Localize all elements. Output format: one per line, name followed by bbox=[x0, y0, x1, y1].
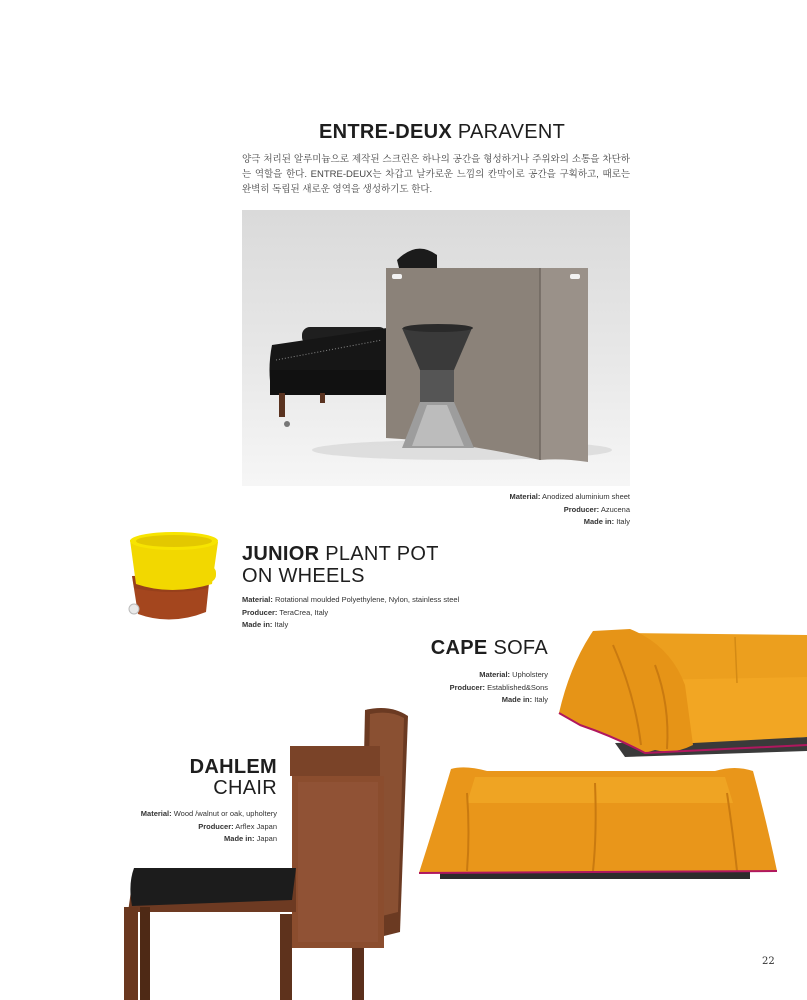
junior-made-row bbox=[242, 619, 459, 632]
junior-title-light-1: PLANT POT bbox=[325, 543, 439, 565]
junior-title bbox=[242, 543, 439, 587]
entre-deux-producer: Azucena bbox=[600, 504, 630, 514]
junior-plant-pot-image bbox=[126, 526, 222, 626]
material-label: Material: bbox=[509, 492, 541, 501]
cape-material-row bbox=[450, 669, 548, 682]
producer-label: Producer: bbox=[449, 682, 486, 692]
cape-sofa-image bbox=[415, 763, 781, 883]
entre-deux-made: Italy bbox=[616, 517, 630, 526]
cape-sofa-corner-image bbox=[555, 625, 807, 760]
junior-title-light-2: ON WHEELS bbox=[242, 565, 365, 587]
cape-material: Upholstery bbox=[512, 670, 548, 679]
dahlem-made: Japan bbox=[256, 834, 277, 843]
cape-title-light: SOFA bbox=[493, 637, 548, 659]
cape-made-row bbox=[450, 694, 548, 707]
entre-deux-title-bold: ENTRE-DEUX bbox=[319, 121, 453, 143]
cape-title bbox=[431, 637, 548, 660]
junior-made: Italy bbox=[274, 620, 289, 629]
entre-deux-photo bbox=[242, 210, 630, 486]
producer-label: Producer: bbox=[563, 504, 600, 514]
dahlem-producer: Arflex Japan bbox=[235, 821, 277, 831]
cape-producer-row bbox=[450, 682, 548, 695]
entre-deux-specs bbox=[510, 491, 630, 529]
page-number: 22 bbox=[762, 956, 775, 967]
entre-deux-title bbox=[319, 121, 565, 144]
material-label: Material: bbox=[140, 809, 172, 818]
cape-title-bold: CAPE bbox=[430, 637, 488, 659]
paravent-scene-illustration bbox=[242, 210, 630, 486]
junior-producer-row bbox=[242, 607, 459, 620]
made-in-label: Made in: bbox=[242, 620, 273, 629]
entre-deux-description: 양극 처리된 알루미늄으로 제작된 스크린은 하나의 공간을 형성하거나 주위와의 소통을 차단하는 역할을 한다. ENTRE-DEUX는 차갑고 날카로운 느낌의 칸막이로 공간을 구획하고, 때로는 완벽히 독립된 새로운 영역을 생성하기도 한다. bbox=[242, 154, 630, 195]
junior-material: Rotational moulded Polyethylene, Nylon, stainless steel bbox=[274, 595, 460, 604]
dahlem-title-bold: DAHLEM bbox=[189, 756, 277, 778]
made-in-label: Made in: bbox=[224, 834, 255, 843]
dahlem-title-light: CHAIR bbox=[213, 777, 277, 799]
made-in-label: Made in: bbox=[583, 517, 615, 526]
made-in-label: Made in: bbox=[501, 695, 533, 704]
entre-deux-made-row bbox=[510, 516, 630, 529]
material-label: Material: bbox=[242, 595, 273, 604]
dahlem-chair-image bbox=[120, 702, 412, 1000]
entre-deux-producer-row bbox=[510, 504, 630, 517]
cape-made: Italy bbox=[534, 695, 548, 704]
entre-deux-title-light: PARAVENT bbox=[457, 121, 566, 143]
producer-label: Producer: bbox=[198, 821, 234, 831]
cape-specs bbox=[450, 669, 548, 707]
junior-material-row bbox=[242, 594, 459, 607]
dahlem-material: Wood /walnut or oak, upholtery bbox=[173, 809, 277, 818]
producer-label: Producer: bbox=[242, 607, 278, 617]
entre-deux-material: Anodized aluminium sheet bbox=[542, 492, 630, 501]
entre-deux-material-row bbox=[510, 491, 630, 504]
junior-producer: TeraCrea, Italy bbox=[279, 607, 329, 617]
junior-specs bbox=[242, 594, 459, 632]
cape-producer: Established&Sons bbox=[487, 682, 548, 692]
material-label: Material: bbox=[479, 670, 511, 679]
junior-title-bold: JUNIOR bbox=[242, 543, 320, 565]
